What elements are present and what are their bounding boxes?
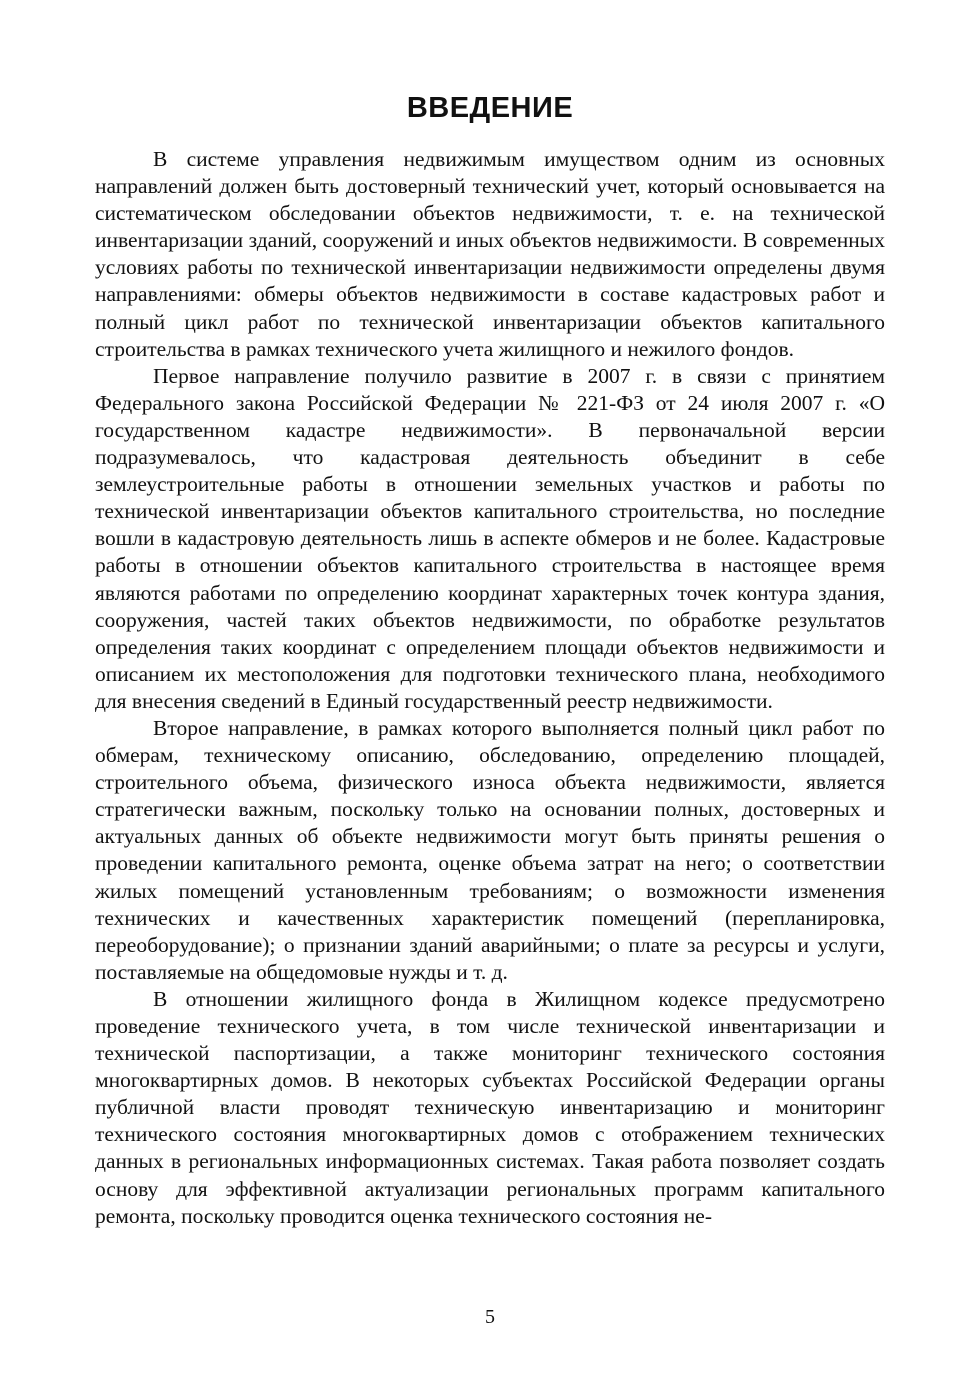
paragraph: В отношении жилищного фонда в Жилищном кодексе предусмотрено проведение технического учета, в том числе технической инвентаризации и технической паспортизации, а также мониторинг технического состояния многоквартирных домов. В некоторых субъектах Российской Федерации органы публичной власти проводят техническую инвентаризацию и мониторинг технического состояния многоквартирных домов с отображением технических данных в региональных информационных системах. Такая работа позволяет создать основу для эффективной актуализации региональных программ капитального ремонта, поскольку проводится оценка технического состояния не- — [95, 986, 885, 1228]
body-text — [95, 146, 885, 1230]
page-number: 5 — [485, 1306, 495, 1328]
section-heading: ВВЕДЕНИЕ — [406, 92, 574, 124]
paragraph: Первое направление получило развитие в 2007 г. в связи с принятием Федерального закона Российской Федерации № 221-ФЗ от 24 июля 2007 г. «О государственном кадастре недвижимости». В первоначальной версии подразумевалось, что кадастровая деятельность объединит в себе землеустроительные работы в отношении земельных участков и работы по технической инвентаризации объектов капитального строительства, но последние вошли в кадастровую деятельность лишь в аспекте обмеров и не более. Кадастровые работы в отношении объектов капитального строительства в настоящее время являются работами по определению координат характерных точек контура здания, сооружения, частей таких объектов недвижимости, по обработке результатов определения таких координат с определением площади объектов недвижимости и описанием их местоположения для подготовки технического плана, необходимого для внесения сведений в Единый государственный реестр недвижимости. — [95, 363, 885, 713]
paragraph: В системе управления недвижимым имуществом одним из основных направлений должен быть достоверный технический учет, который основывается на систематическом обследовании объектов недвижимости, т. е. на технической инвентаризации зданий, сооружений и иных объектов недвижимости. В современных условиях работы по технической инвентаризации недвижимости определены двумя направлениями: обмеры объектов недвижимости в составе кадастровых работ и полный цикл работ по технической инвентаризации объектов капитального строительства в рамках технического учета жилищного и нежилого фондов. — [95, 147, 885, 361]
paragraph: Второе направление, в рамках которого выполняется полный цикл работ по обмерам, техническому описанию, обследованию, определению площадей, строительного объема, физического износа объекта недвижимости, является стратегически важным, поскольку только на основании полных, достоверных и актуальных данных об объекте недвижимости могут быть приняты решения о проведении капитального ремонта, оценке объема затрат на него; о соответствии жилых помещений установленным требованиям; о возможности изменения технических и качественных характеристик помещений (перепланировка, переоборудование); о признании зданий аварийными; о плате за ресурсы и услуги, поставляемые на общедомовые нужды и т. д. — [95, 715, 885, 984]
